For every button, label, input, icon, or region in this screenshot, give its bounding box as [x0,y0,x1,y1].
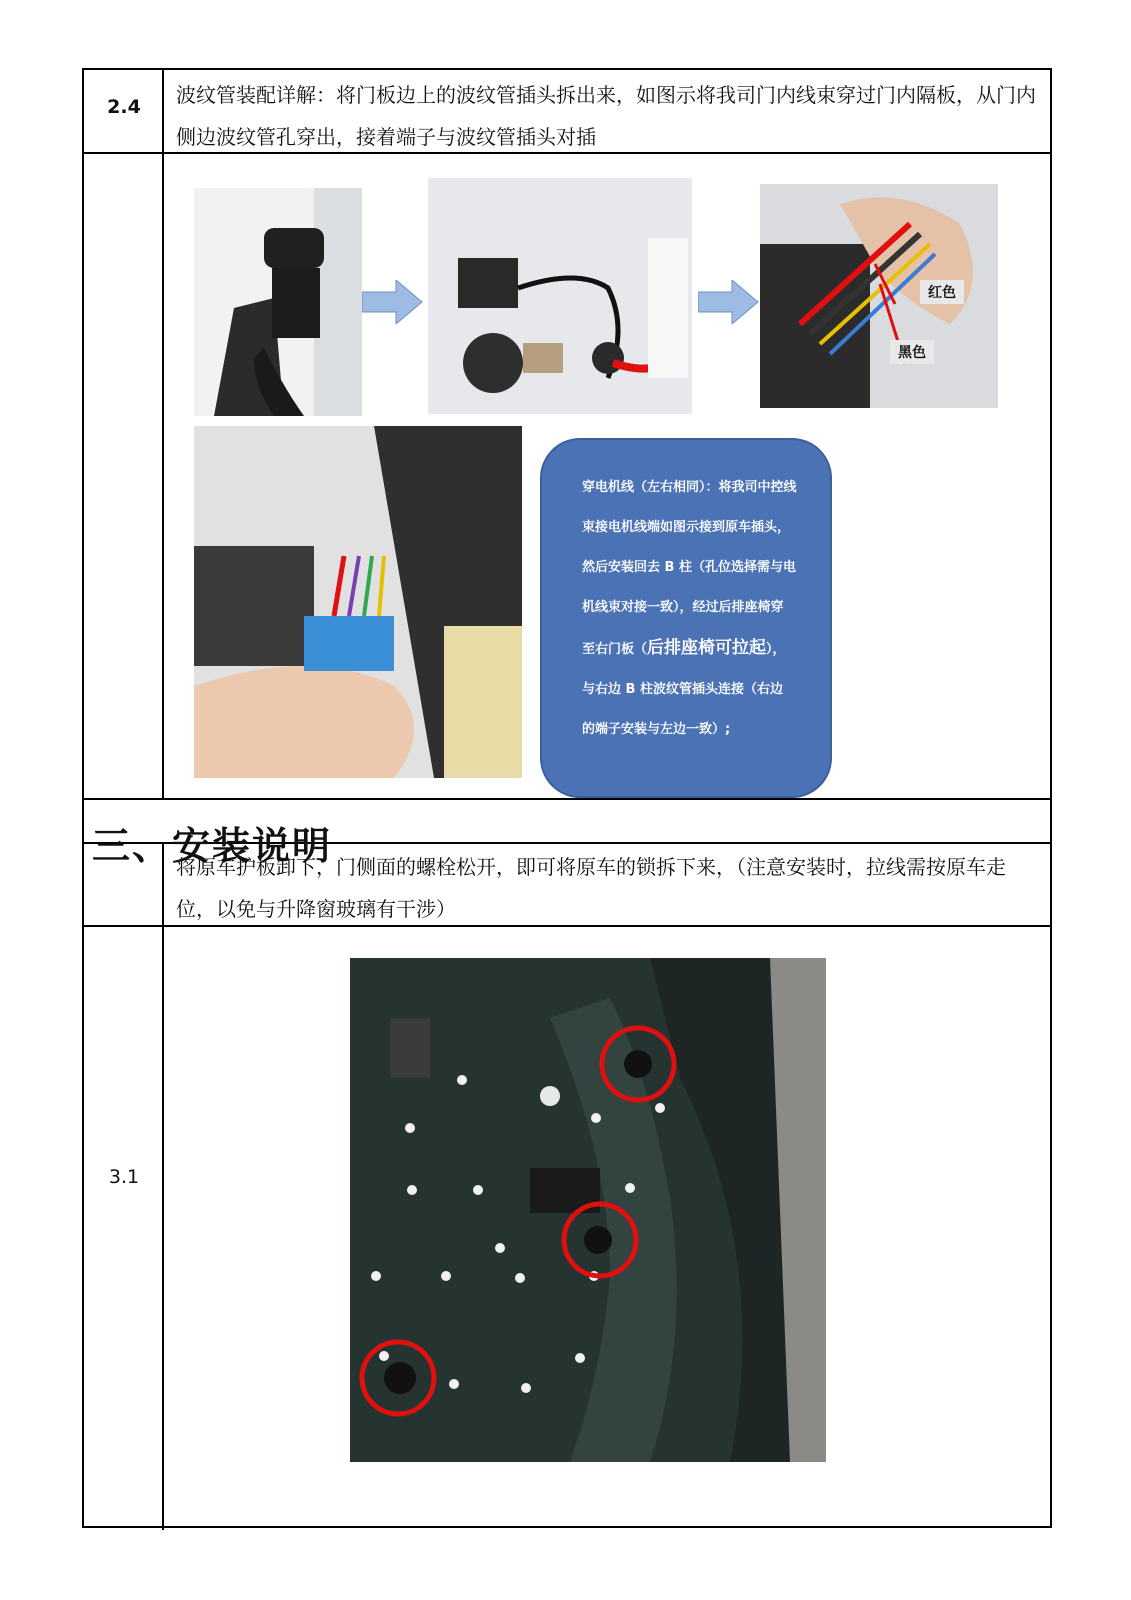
section-title: 三、安装说明 [92,824,333,868]
photo-door-inner-panel [428,178,692,414]
callout-emphasis: 后排座椅可拉起 [647,638,767,658]
callout-line: 束接电机线端如图示接到原车插头， [582,520,791,535]
photo-terminal-wires [760,184,998,408]
callout-line: 然后安装回去 B 柱（孔位选择需与电 [582,560,796,575]
callout-line: 穿电机线（左右相同）：将我司中控线 [582,480,797,495]
callout-line-with-emphasis [582,628,812,670]
photo-blue-connector [194,426,522,778]
callout-line: 机线束对接一致），经过后排座椅穿 [582,600,784,615]
photo-door-lock-bolts [350,958,826,1462]
step-number-3-1: 3.1 [108,1166,140,1188]
callout-line: 的端子安装与左边一致）; [582,722,731,737]
callout-note [540,438,832,798]
label-black: 黑色 [890,340,934,364]
photo-corrugated-plug [194,188,362,416]
arrow-right-icon [362,280,424,324]
instruction-table [82,68,1052,1528]
row-divider [84,798,1050,800]
arrow-right-icon [698,280,760,324]
step-3-1-text: 将原车护板卸下，门侧面的螺栓松开，即可将原车的锁拆下来，（注意安装时，拉线需按原车走位，以免与升降窗玻璃有干涉） [176,855,1006,921]
label-red: 红色 [920,280,964,304]
step-number-2-4: 2.4 [107,96,141,118]
step-2-4-text: 波纹管装配详解：将门板边上的波纹管插头拆出来，如图示将我司门内线束穿过门内隔板，从门内侧边波纹管孔穿出，接着端子与波纹管插头对插 [176,83,1036,149]
column-divider [162,70,164,798]
callout-line: 至右门板（ [582,642,648,657]
callout-line: ）， [766,642,786,657]
callout-line: 与右边 B 柱波纹管插头连接（右边 [582,682,783,697]
